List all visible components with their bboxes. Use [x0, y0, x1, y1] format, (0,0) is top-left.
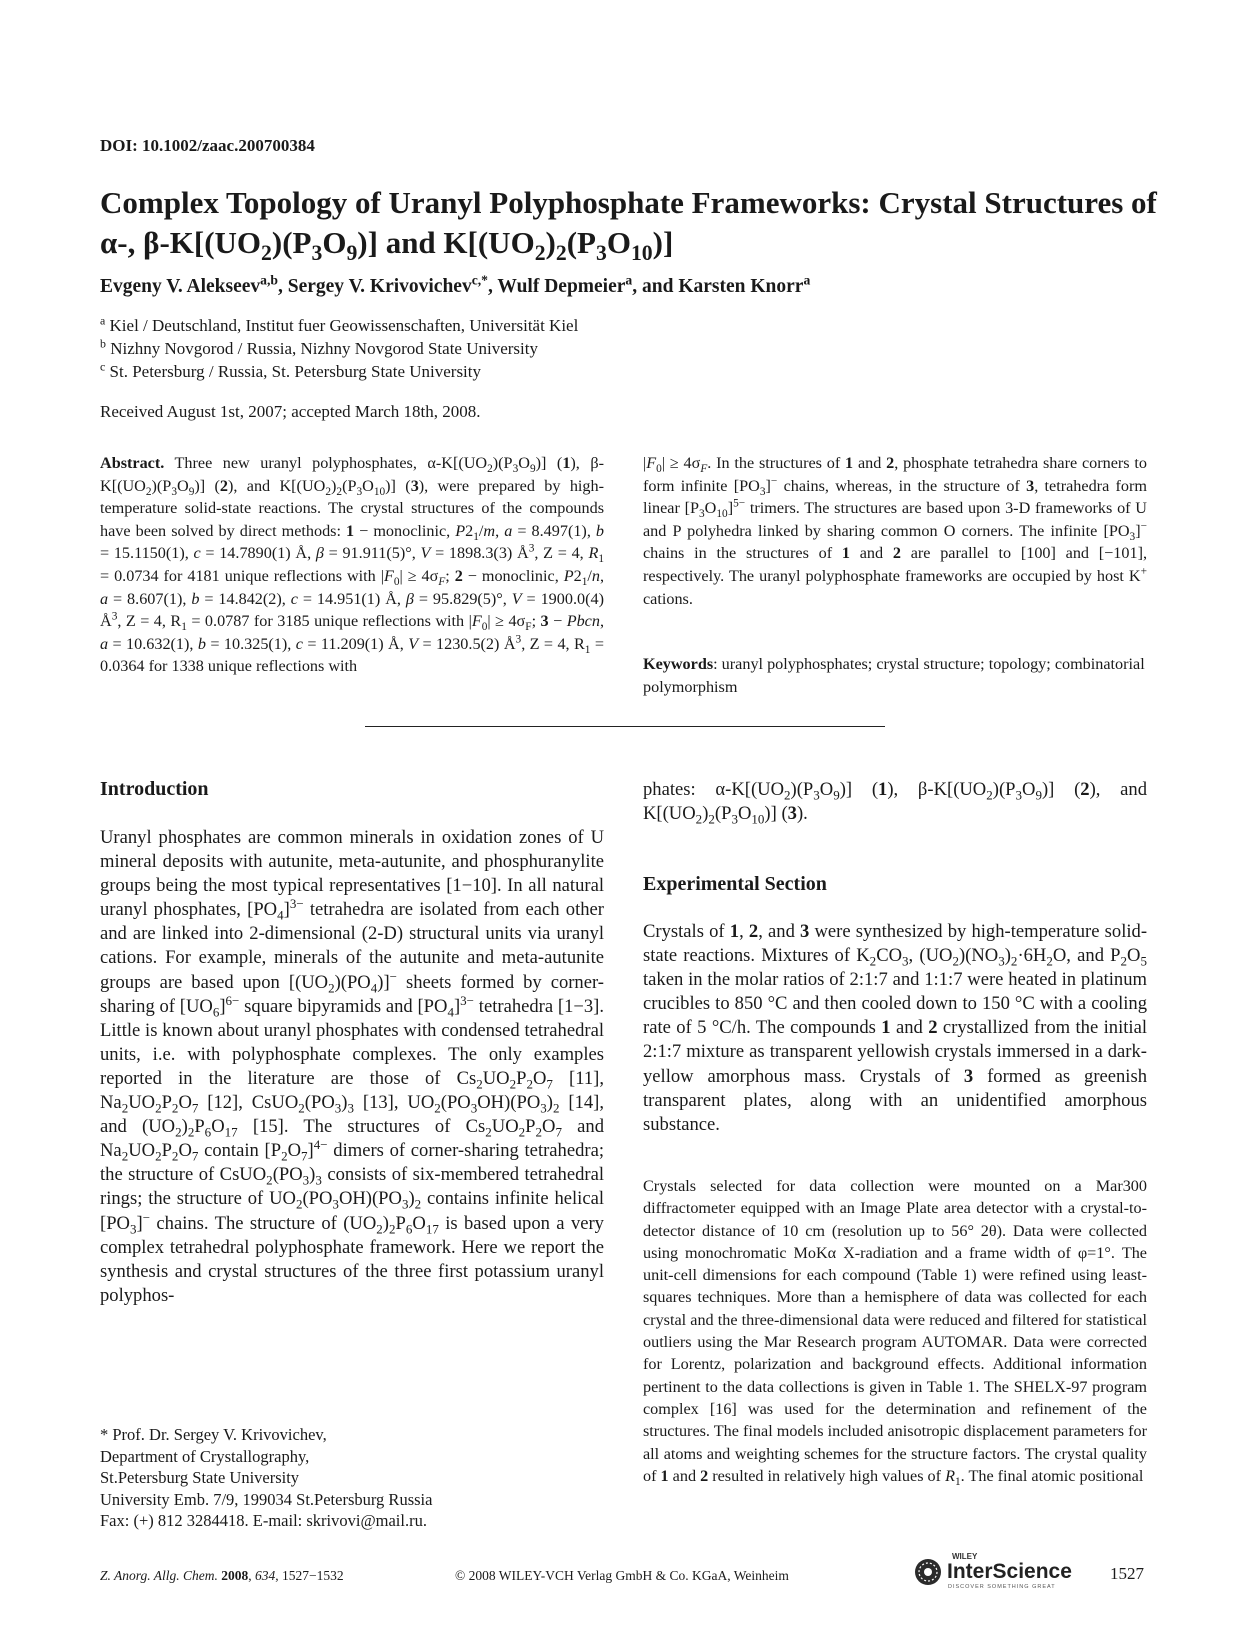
section-divider: [365, 726, 885, 727]
abstract-left: Abstract. Three new uranyl polyphosphates, $\alpha-K[(UO_2)(P_3O_9)]$ (1), $\beta-K[(UO_2)(P_3O_9)]$ (2), and $K[(UO_2)_2(P_3O_{10})]$ (3), were prepared by high-temperature solid-state reactions. The crystal structures of the compounds have been solved by direct methods: 1 − monoclinic, $P2_1/m$, a = 8.497(1), b = 15.1150(1), c = 14.7890(1) Å, β = 91.911(5)°, V = 1898.3(3) $Å^3$, Z = 4, $R_1 = 0.0734$ for 4181 unique reflections with $|F_0| \ge 4\sigma_F$; 2 − monoclinic, $P2_1/n$, a = 8.607(1), b = 14.842(2), c = 14.951(1) Å, β = 95.829(5)°, V = 1900.0(4) $Å^3$, Z = 4, $R_1 = 0.0787$ for 3185 unique reflections with $|F_0| \ge 4\sigma_F$; 3 − Pbcn, a = 10.632(1), b = 10.325(1), c = 11.209(1) Å, V = 1230.5(2) $Å^3$, Z = 4, $R_1 = 0.0364$ for 1338 unique reflections with: [100, 454, 605, 676]
logo-interscience: InterScience: [947, 1560, 1072, 1583]
logo-wiley: WILEY: [952, 1552, 978, 1561]
article-title: [100, 183, 1160, 266]
intro-heading: Introduction: [100, 778, 209, 800]
author-name: Karsten Knorr: [678, 276, 804, 297]
affiliations: [100, 314, 578, 383]
affiliation: $^a$ Kiel / Deutschland, Institut fuer Geowissenschaften, Universität Kiel: [100, 313, 579, 335]
intro-body: Uranyl phosphates are common minerals in oxidation zones of U mineral deposits with autunite, meta-autunite, and phosphuranylite groups being the most typical representatives [1−10]. In all natural uranyl phosphates, $[PO_4]^{3-}$ tetrahedra are isolated from each other and are linked into 2-dimensional (2-D) structural units via uranyl cations. For example, minerals of the autunite and meta-autunite groups are based upon $[(UO_2)(PO_4)]^-$ sheets formed by corner-sharing of $[UO_6]^{6-}$ square bipyramids and $[PO_4]^{3-}$ tetrahedra [1−3]. Little is known about uranyl phosphates with condensed tetrahedral units, i.e. with polyphosphate complexes. The only examples reported in the literature are those of $Cs_2UO_2P_2O_7$ [11], $Na_2UO_2P_2O_7$ [12], $CsUO_2(PO_3)_3$ [13], $UO_2(PO_3OH)(PO_3)_2$ [14], and $(UO_2)_2P_6O_{17}$ [15]. The structures of $Cs_2UO_2P_2O_7$ and $Na_2UO_2P_2O_7$ contain $[P_2O_7]^{4-}$ dimers of corner-sharing tetrahedra; the structure of $CsUO_2(PO_3)_3$ consists of six-membered tetrahedral rings; the structure of $UO_2(PO_3OH)(PO_3)_2$ contains infinite helical $[PO_3]^-$ chains. The structure of $(UO_2)_2P_6O_{17}$ is based upon a very complex tetrahedral polyphosphate framework. Here we report the synthesis and crystal structures of the three first potassium uranyl polyphos-: [100, 827, 605, 1306]
experimental-body: Crystals of 1, 2, and 3 were synthesized by high-temperature solid-state reactions. Mixtures of $K_2CO_3$, $(UO_2)(NO_3)_2\cdot 6H_2O$, and $P_2O_5$ taken in the molar ratios of 2:1:7 and 1:1:7 were heated in platinum crucibles to 850 °C and then cooled down to 150 °C with a cooling rate of 5 °C/h. The compounds 1 and 2 crystallized from the initial 2:1:7 mixture as transparent yellowish crystals immersed in a dark-yellow amorphous mass. Crystals of 3 formed as greenish transparent plates, along with an unidentified amorphous substance.: [643, 921, 1148, 1135]
data-collection-text: Crystals selected for data collection were mounted on a Mar300 diffractometer equipped with an Image Plate area detector with a crystal-to-detector distance of 10 cm (resolution up to 56° 2θ). Data were collected using monochromatic MoKα X-radiation and a frame width of φ=1°. The unit-cell dimensions for each compound (Table 1) were refined using least-squares techniques. More than a hemisphere of data was collected for each crystal and the three-dimensional data were reduced and filtered for statistical outliers using the Mar Research program AUTOMAR. Data were corrected for Lorentz, polarization and background effects. Additional information pertinent to the data collections is given in Table 1. The SHELX-97 program complex [16] was used for the determination and refinement of the structures. The final models included anisotropic displacement parameters for all atoms and weighting schemes for the structure factors. The crystal quality of 1 and 2 resulted in relatively high values of $R_1$. The final atomic positional: [643, 1177, 1147, 1489]
footer-copyright: © 2008 WILEY-VCH Verlag GmbH & Co. KGaA, Weinheim: [455, 1568, 789, 1583]
author-list: Evgeny V. Alekseev$^{a,b}$, Sergey V. Krivovichev$^{c,*}$, Wulf Depmeier$^a$, and Karsten Knorr$^a$: [100, 272, 811, 297]
received-dates: Received August 1st, 2007; accepted March 18th, 2008.: [100, 402, 481, 421]
title-line-2: α-, $\beta-K[(UO_2)(P_3O_9)]$ and $K[(UO_2)_2(P_3O_{10})]$: [100, 225, 674, 266]
intro-continued: phates: $\alpha-K[(UO_2)(P_3O_9)]$ (1), $\beta-K[(UO_2)(P_3O_9)]$ (2), and $K[(UO_2)_2(P_3O_{10})]$ (3).: [643, 779, 1147, 827]
abstract-right: $|F_0| \ge 4\sigma_F$. In the structures of 1 and 2, phosphate tetrahedra share corners to form infinite $[PO_3]^-$ chains, whereas, in the structure of 3, tetrahedra form linear $[P_3O_{10}]^{5-}$ trimers. The structures are based upon 3-D frameworks of U and P polyhedra linked by sharing common O corners. The infinite $[PO_3]^-$ chains in the structures of 1 and 2 are parallel to [100] and [−101], respectively. The uranyl polyphosphate frameworks are occupied by host K+ cations.: [643, 454, 1148, 608]
affiliation: $^c$ St. Petersburg / Russia, St. Petersburg State University: [100, 359, 482, 381]
globe-icon: [915, 1559, 941, 1585]
wiley-interscience-logo: [912, 1548, 1087, 1592]
author-name: Evgeny V. Alekseev: [100, 276, 261, 297]
corresponding-author-footnote: * Prof. Dr. Sergey V. Krivovichev, Department of Crystallography, St.Petersburg State University University Emb. 7/9, 199034 St.Petersburg Russia Fax: (+) 812 3284418. E-mail: skrivovi@mail.ru.: [100, 1425, 433, 1530]
page-number: 1527: [1110, 1564, 1144, 1583]
doi: DOI: 10.1002/zaac.200700384: [100, 136, 315, 155]
title-line-1: Complex Topology of Uranyl Polyphosphate Frameworks: Crystal Structures of: [100, 185, 1157, 220]
logo-tagline: DISCOVER SOMETHING GREAT: [948, 1584, 1056, 1590]
experimental-heading: Experimental Section: [643, 873, 827, 895]
keywords: Keywords: uranyl polyphosphates; crystal structure; topology; combinatorial polymorphism: [643, 655, 1145, 696]
author-name: Sergey V. Krivovichev: [287, 276, 472, 297]
footer-citation: Z. Anorg. Allg. Chem. 2008, 634, 1527−1532: [100, 1568, 344, 1583]
affiliation: $^b$ Nizhny Novgorod / Russia, Nizhny Novgorod State University: [100, 336, 538, 358]
author-name: Wulf Depmeier: [497, 276, 626, 297]
